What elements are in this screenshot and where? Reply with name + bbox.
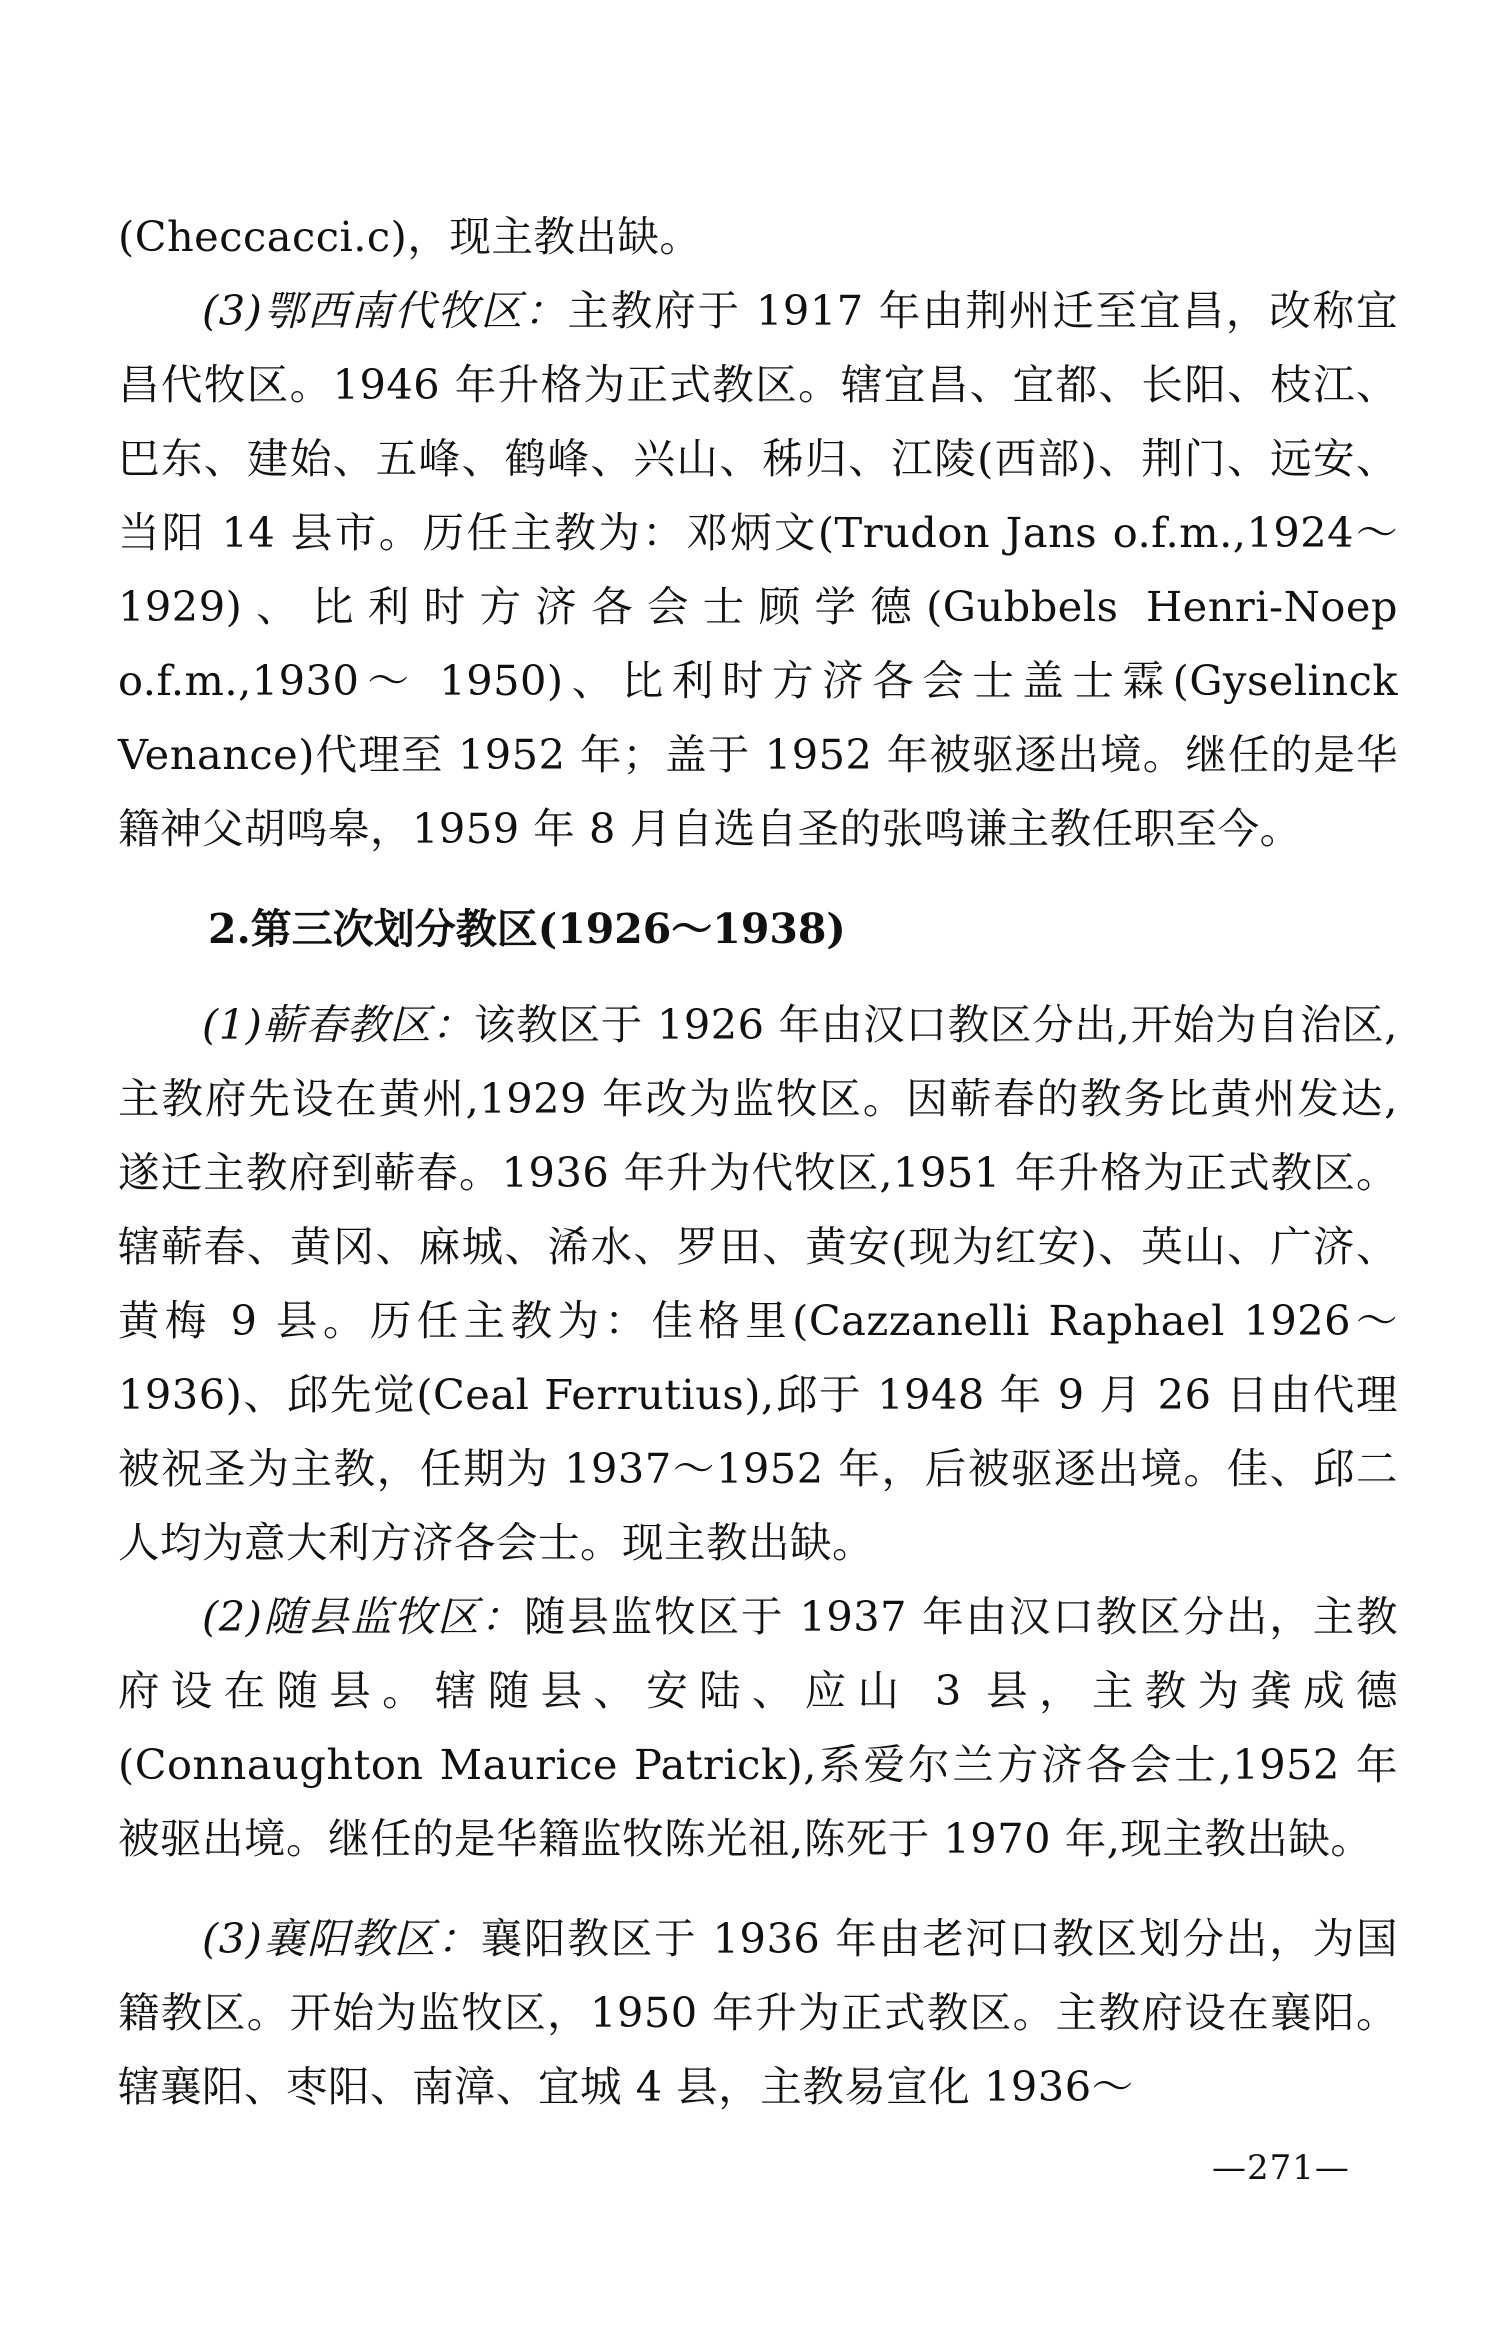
- paragraph-qichun-diocese: [118, 988, 1398, 1580]
- paragraph-label: (2)随县监牧区：: [202, 1592, 525, 1641]
- paragraph-exi-vicariate: [118, 274, 1398, 866]
- paragraph-label: (3)襄阳教区：: [202, 1914, 481, 1963]
- paragraph-label: (1)蕲春教区：: [202, 1000, 474, 1049]
- paragraph-continuation: [118, 200, 1398, 274]
- paragraph-suixian-prefecture: [118, 1580, 1398, 1876]
- paragraph-xiangyang-diocese: [118, 1902, 1398, 2124]
- page-number: —271—: [1212, 2148, 1350, 2188]
- paragraph-text: 主教府于 1917 年由荆州迁至宜昌，改称宜昌代牧区。1946 年升格为正式教区。辖宜昌、宜都、长阳、枝江、巴东、建始、五峰、鹤峰、兴山、秭归、江陵(西部)、荆门、远安、当阳 14 县市。历任主教为：邓炳文(Trudon Jans o.f.m.,1924～ 1929)、比利时方济各会士顾学德(Gubbels Henri-Noep o.f.m.,1930～ 1950)、比利时方济各会士盖士霖(Gyselinck Venance)代理至 1952 年；盖于 1952 年被驱逐出境。继任的是华籍神父胡鸣皋，1959 年 8 月自选自圣的张鸣谦主教任职至今。: [118, 286, 1398, 853]
- paragraph-text: (Checcacci.c)，现主教出缺。: [118, 212, 702, 261]
- paragraph-text: 襄阳教区于 1936 年由老河口教区划分出，为国籍教区。开始为监牧区，1950 年升为正式教区。主教府设在襄阳。辖襄阳、枣阳、南漳、宜城 4 县，主教易宣化 1936～: [118, 1914, 1398, 2111]
- paragraph-text: 该教区于 1926 年由汉口教区分出,开始为自治区,主教府先设在黄州,1929 年改为监牧区。因蕲春的教务比黄州发达,遂迁主教府到蕲春。1936 年升为代牧区,1951 年升格为正式教区。辖蕲春、黄冈、麻城、浠水、罗田、黄安(现为红安)、英山、广济、黄梅 9 县。历任主教为：佳格里(Cazzanelli Raphael 1926～1936)、邱先觉(Ceal Ferrutius),邱于 1948 年 9 月 26 日由代理被祝圣为主教，任期为 1937～1952 年，后被驱逐出境。佳、邱二人均为意大利方济各会士。现主教出缺。: [118, 1000, 1398, 1567]
- section-heading: 2.第三次划分教区(1926～1938): [208, 905, 846, 953]
- paragraph-text: 随县监牧区于 1937 年由汉口教区分出，主教府设在随县。辖随县、安陆、应山 3 县，主教为龚成德(Connaughton Maurice Patrick),系爱尔兰方济各会士,1952 年被驱出境。继任的是华籍监牧陈光祖,陈死于 1970 年,现主教出缺。: [118, 1592, 1399, 1863]
- page-body: [118, 200, 1398, 2124]
- paragraph-label: (3)鄂西南代牧区：: [202, 286, 568, 335]
